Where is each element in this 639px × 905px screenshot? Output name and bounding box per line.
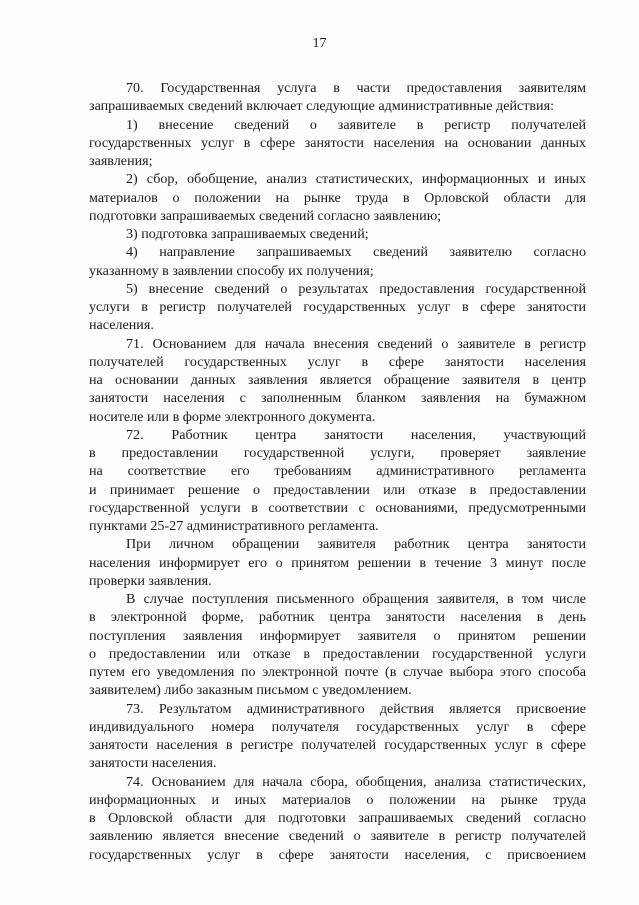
text-line: материалов о положении на рынке труда в Орловской области для xyxy=(89,189,586,206)
paragraph xyxy=(89,280,586,335)
text-line: 2) сбор, обобщение, анализ статистических, информационных и иных xyxy=(126,171,586,188)
text-line: государственных услуг в сфере занятости населения, с присвоением xyxy=(89,846,586,863)
text-line: 73. Результатом административного действия является присвоение xyxy=(126,700,586,717)
text-line: в Орловской области для подготовки запрашиваемых сведений согласно xyxy=(89,810,586,826)
text-line: 74. Основанием для начала сбора, обобщения, анализа статистических, xyxy=(126,773,586,790)
text-line: занятости населения. xyxy=(89,755,217,772)
paragraph xyxy=(89,590,586,700)
text-line: и принимает решение о предоставлении или отказе в предоставлении xyxy=(89,481,586,498)
text-line: заявителем) либо заказным письмом с уведомлением. xyxy=(89,682,412,699)
text-line: 3) подготовка запрашиваемых сведений; xyxy=(126,226,369,242)
text-line: 71. Основанием для начала внесения сведений о заявителе в регистр xyxy=(126,335,586,352)
paragraph xyxy=(89,700,586,773)
paragraph xyxy=(89,426,586,536)
text-line: запрашиваемых сведений включает следующие административные действия: xyxy=(89,98,554,115)
text-line: в электронной форме, работник центра занятости населения в день xyxy=(89,609,586,626)
text-line: путем его уведомления по электронной почте (в случае выбора этого способа xyxy=(89,664,586,680)
text-line: пунктами 25-27 административного регламента. xyxy=(89,518,379,534)
paragraph xyxy=(89,773,586,864)
text-line: в предоставлении государственной услуги, проверяет заявление xyxy=(89,445,586,461)
text-line: подготовки запрашиваемых сведений согласно заявлению; xyxy=(89,207,442,224)
text-line: 72. Работник центра занятости населения, участвующий xyxy=(126,426,586,443)
text-line: занятости населения в регистре получателей государственных услуг в сфере xyxy=(89,737,586,753)
document-body xyxy=(89,79,586,864)
paragraph xyxy=(89,335,586,426)
text-line: носителе или в форме электронного документа. xyxy=(89,408,376,425)
text-line: В случае поступления письменного обращения заявителя, в том числе xyxy=(126,591,586,607)
text-line: населения информирует его о принятом решении в течение 3 минут после xyxy=(89,554,586,571)
text-line: на соответствие его требованиям административного регламента xyxy=(89,463,586,480)
text-line: о предоставлении или отказе в предоставлении государственной услуги xyxy=(89,645,586,662)
text-line: на основании данных заявления является обращение заявителя в центр xyxy=(89,372,586,388)
text-line: 70. Государственная услуга в части предоставления заявителям xyxy=(126,80,586,96)
text-line: При личном обращении заявителя работник центра занятости xyxy=(126,536,586,553)
text-line: занятости населения с заполненным бланком заявления на бумажном xyxy=(89,390,586,407)
text-line: заявления; xyxy=(89,153,153,169)
text-line: проверки заявления. xyxy=(89,572,212,589)
text-line: индивидуального номера получателя государственных услуг в сфере xyxy=(89,718,586,735)
text-line: заявлению является внесение сведений о заявителе в регистр получателей xyxy=(89,828,586,845)
text-line: получателей государственных услуг в сфере занятости населения xyxy=(89,353,586,370)
paragraph xyxy=(89,535,586,590)
text-line: услуги в регистр получателей государственных услуг в сфере занятости xyxy=(89,299,586,315)
text-line: населения. xyxy=(89,317,154,334)
paragraph xyxy=(89,79,586,116)
paragraph xyxy=(89,225,586,243)
page-number: 17 xyxy=(312,36,327,51)
text-line: 5) внесение сведений о результатах предоставления государственной xyxy=(126,280,586,297)
text-line: информационных и иных материалов о положении на рынке труда xyxy=(89,791,586,808)
paragraph xyxy=(89,170,586,225)
text-line: поступления заявления информирует заявителя о принятом решении xyxy=(89,627,586,644)
text-line: государственных услуг в сфере занятости населения на основании данных xyxy=(89,134,586,151)
paragraph xyxy=(89,116,586,171)
text-line: 1) внесение сведений о заявителе в регистр получателей xyxy=(126,116,586,133)
text-line: 4) направление запрашиваемых сведений заявителю согласно xyxy=(126,244,586,261)
text-line: государственной услуги в соответствии с основаниями, предусмотренными xyxy=(89,499,586,516)
text-line: указанному в заявлении способу их получения; xyxy=(89,262,374,279)
paragraph xyxy=(89,243,586,280)
